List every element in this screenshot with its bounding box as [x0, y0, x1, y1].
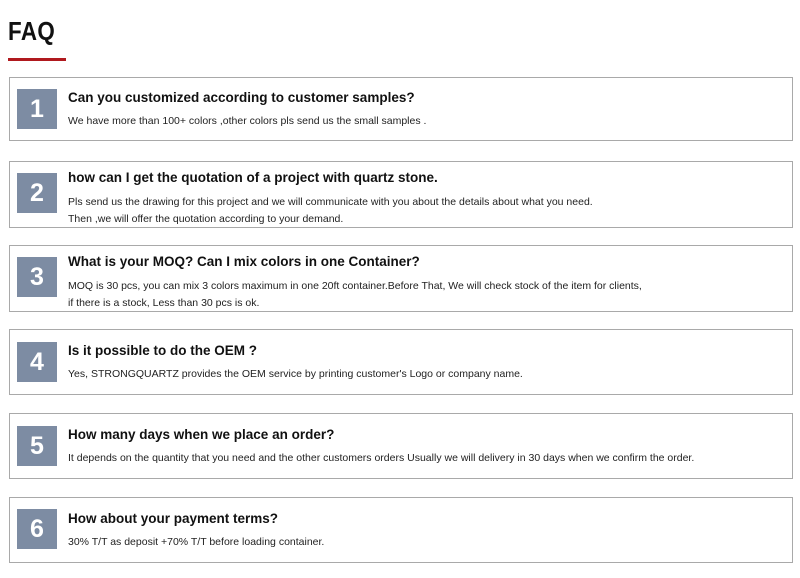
faq-question: How about your payment terms? — [68, 511, 279, 526]
faq-answer-line: It depends on the quantity that you need and the other customers orders Usually we will delivery in 30 days when we confirm the order. — [68, 452, 695, 464]
faq-item-1 — [9, 77, 793, 141]
faq-answer-line: if there is a stock, Less than 30 pcs is ok. — [68, 297, 260, 309]
faq-answer-line: Then ,we will offer the quotation according to your demand. — [68, 213, 344, 225]
faq-answer-line: 30% T/T as deposit +70% T/T before loading container. — [68, 536, 325, 548]
faq-item-5 — [9, 413, 793, 479]
number-badge: 3 — [17, 257, 57, 297]
faq-question: how can I get the quotation of a project with quartz stone. — [68, 170, 438, 185]
faq-question: What is your MOQ? Can I mix colors in one Container? — [68, 254, 420, 269]
number-badge: 5 — [17, 426, 57, 466]
faq-answer-line: MOQ is 30 pcs, you can mix 3 colors maximum in one 20ft container.Before That, We will check stock of the item for clients, — [68, 280, 642, 292]
faq-question: Can you customized according to customer samples? — [68, 90, 415, 105]
faq-answer-line: Yes, STRONGQUARTZ provides the OEM service by printing customer's Logo or company name. — [68, 368, 523, 380]
faq-item-4 — [9, 329, 793, 395]
faq-item-2 — [9, 161, 793, 228]
number-badge: 1 — [17, 89, 57, 129]
page-title: FAQ — [8, 16, 56, 46]
faq-question: Is it possible to do the OEM ? — [68, 343, 258, 358]
number-badge: 4 — [17, 342, 57, 382]
number-badge: 2 — [17, 173, 57, 213]
faq-answer-line: We have more than 100+ colors ,other colors pls send us the small samples . — [68, 115, 427, 127]
faq-item-3 — [9, 245, 793, 312]
faq-answer-line: Pls send us the drawing for this project and we will communicate with you about the details about what you need. — [68, 196, 593, 208]
faq-question: How many days when we place an order? — [68, 427, 335, 442]
title-underline — [8, 58, 66, 61]
faq-item-6 — [9, 497, 793, 563]
number-badge: 6 — [17, 509, 57, 549]
